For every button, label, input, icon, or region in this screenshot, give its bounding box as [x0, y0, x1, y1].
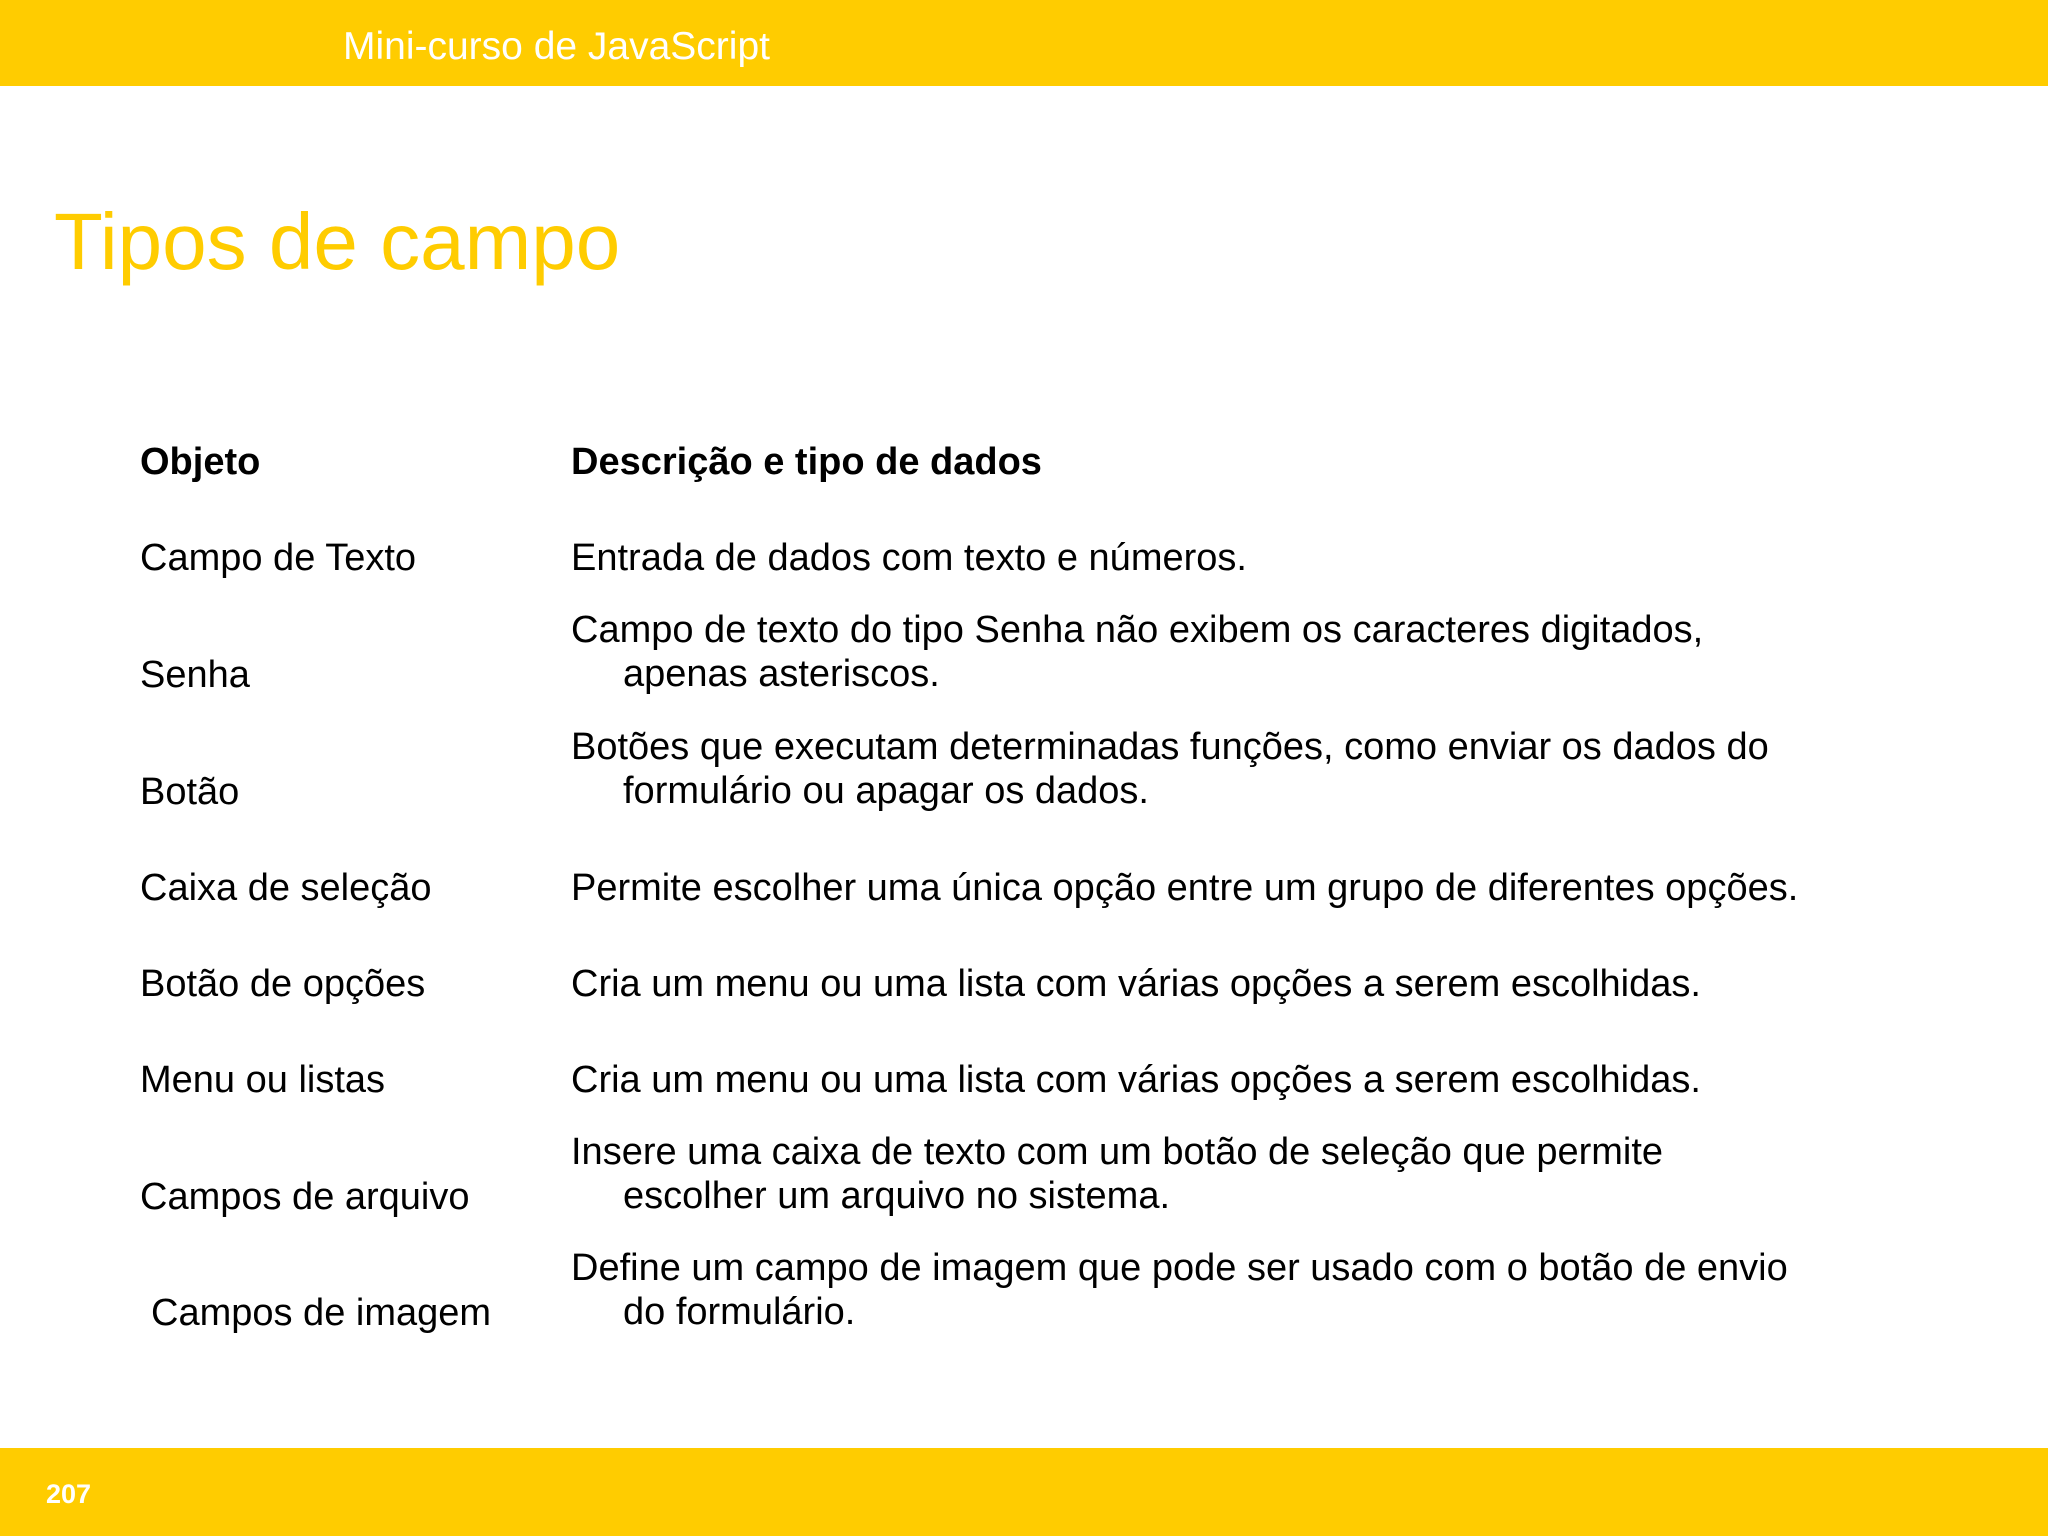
- description-line: Define um campo de imagem que pode ser usado com o botão de envio: [571, 1247, 1788, 1289]
- table-row-object: Senha: [140, 654, 250, 696]
- table-row-description: [571, 1058, 1701, 1102]
- table-row-description: [571, 866, 1798, 910]
- description-line: Botões que executam determinadas funções, como enviar os dados do: [571, 726, 1769, 768]
- column-header-description: Descrição e tipo de dados: [571, 441, 1042, 483]
- table-row-object: Botão de opções: [140, 963, 426, 1005]
- table-row-description: [571, 608, 1703, 696]
- description-line: Entrada de dados com texto e números.: [571, 537, 1247, 579]
- table-row-object: Menu ou listas: [140, 1059, 386, 1101]
- description-line: Permite escolher uma única opção entre um grupo de diferentes opções.: [571, 867, 1799, 909]
- table-row-description: [571, 1246, 1788, 1334]
- table-row-object: Campos de imagem: [151, 1292, 492, 1334]
- description-line: Insere uma caixa de texto com um botão de seleção que permite: [571, 1131, 1664, 1173]
- column-header-object: Objeto: [140, 441, 261, 483]
- slide-title: Tipos de campo: [54, 197, 621, 286]
- description-line: formulário ou apagar os dados.: [623, 770, 1149, 812]
- table-row-object: Caixa de seleção: [140, 867, 432, 909]
- table-row-object: Campos de arquivo: [140, 1176, 470, 1218]
- description-line: Cria um menu ou uma lista com várias opções a serem escolhidas.: [571, 1059, 1701, 1101]
- table-row-object: Campo de Texto: [140, 537, 417, 579]
- description-line: apenas asteriscos.: [623, 653, 940, 695]
- table-row-description: [571, 962, 1701, 1006]
- table-row-description: [571, 1130, 1663, 1218]
- table-row-object: Botão: [140, 771, 240, 813]
- footer-bar: [0, 1448, 2048, 1536]
- header-bar: [0, 0, 2048, 86]
- table-row-description: [571, 536, 1247, 580]
- description-line: Cria um menu ou uma lista com várias opções a serem escolhidas.: [571, 963, 1701, 1005]
- page-number: 207: [46, 1479, 92, 1509]
- table-row-description: [571, 725, 1769, 813]
- description-line: do formulário.: [623, 1291, 856, 1333]
- course-title: Mini-curso de JavaScript: [343, 25, 770, 68]
- description-line: Campo de texto do tipo Senha não exibem os caracteres digitados,: [571, 609, 1704, 651]
- description-line: escolher um arquivo no sistema.: [623, 1175, 1171, 1217]
